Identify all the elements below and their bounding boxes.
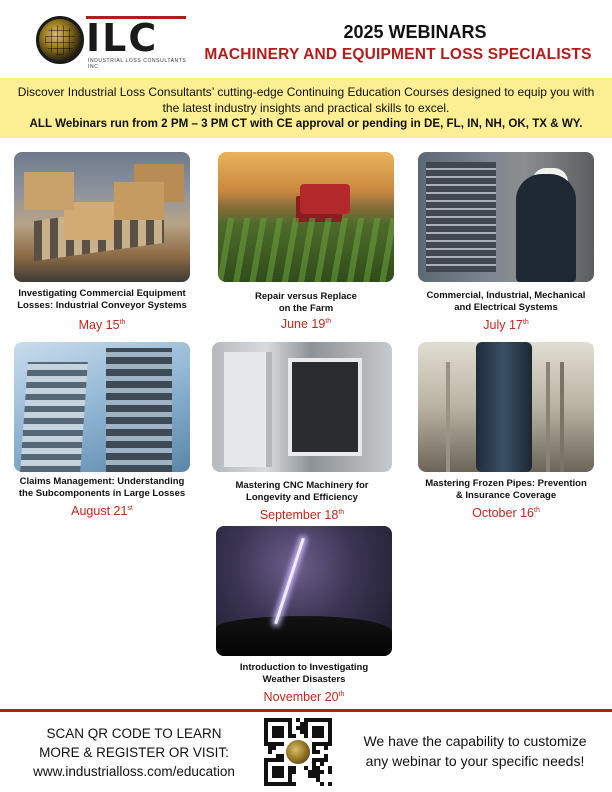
course-card[interactable]: [212, 342, 392, 522]
qr-module: [280, 758, 284, 762]
conveyor-warehouse-photo: [14, 152, 190, 282]
customize-note: [344, 731, 606, 771]
course-card[interactable]: [418, 342, 594, 520]
logo-text: ILC: [86, 16, 159, 60]
qr-module: [320, 734, 324, 738]
intro-banner: [0, 78, 612, 138]
course-date: August 21st: [71, 504, 133, 518]
qr-module: [280, 734, 284, 738]
course-title: Mastering Frozen Pipes: Prevention & Insurance Coverage: [425, 478, 587, 501]
logo-subtext: INDUSTRIAL LOSS CONSULTANTS INC: [88, 58, 187, 70]
qr-module: [316, 750, 320, 754]
scan-qr-instructions: [14, 724, 254, 781]
qr-module: [328, 770, 332, 774]
qr-module: [320, 770, 324, 774]
page-header: [0, 0, 612, 78]
course-title: Commercial, Industrial, Mechanical and Electrical Systems: [426, 290, 586, 313]
website-link[interactable]: www.industrialloss.com/education: [33, 764, 235, 779]
course-title: Claims Management: Understanding the Subcomponents in Large Losses: [18, 476, 186, 499]
course-card[interactable]: [14, 152, 190, 332]
qr-module: [324, 746, 328, 750]
qr-module: [328, 782, 332, 786]
qr-module: [268, 750, 272, 754]
qr-module: [320, 762, 324, 766]
customize-line-1: We have the capability to customize: [363, 733, 587, 749]
globe-logo-icon: [286, 740, 310, 764]
course-date: July 17th: [483, 318, 529, 332]
qr-module: [280, 742, 284, 746]
ilc-logo: [36, 14, 188, 70]
lightning-storm-photo: [216, 526, 392, 656]
electrical-panel-technician-photo: [418, 152, 594, 282]
banner-line-2: the latest industry insights and practical skills to excel.: [162, 101, 450, 115]
course-date: November 20th: [263, 690, 345, 704]
course-title: Mastering CNC Machinery for Longevity and Efficiency: [235, 480, 369, 503]
globe-logo-icon: [36, 16, 84, 64]
footer-divider: [0, 709, 612, 712]
banner-schedule-line: ALL Webinars run from 2 PM – 3 PM CT with CE approval or pending in DE, FL, IN, NH, OK, TX & WY.: [29, 117, 583, 130]
course-card[interactable]: [14, 342, 190, 518]
course-date: October 16th: [472, 506, 540, 520]
course-card[interactable]: [216, 526, 392, 704]
qr-module: [328, 742, 332, 746]
qr-module: [272, 746, 276, 750]
scan-line-1: SCAN QR CODE TO LEARN: [46, 726, 222, 741]
course-card[interactable]: [218, 152, 394, 331]
tractor-field-photo: [218, 152, 394, 282]
qr-module: [292, 770, 296, 774]
course-title: Repair versus Replace on the Farm: [255, 291, 357, 314]
banner-line-1: Discover Industrial Loss Consultants’ cutting-edge Continuing Education Courses designed to equip you with: [17, 85, 595, 99]
course-date: September 18th: [259, 508, 345, 522]
page-title: 2025 WEBINARS: [343, 22, 487, 42]
qr-module: [324, 758, 328, 762]
qr-code[interactable]: [264, 718, 332, 786]
qr-module: [292, 734, 296, 738]
course-card[interactable]: [418, 152, 594, 332]
course-date: May 15th: [78, 318, 126, 332]
customize-line-2: any webinar to your specific needs!: [365, 753, 585, 769]
qr-module: [292, 782, 296, 786]
pipes-tank-photo: [418, 342, 594, 472]
course-title: Investigating Commercial Equipment Losses: Industrial Conveyor Systems: [17, 288, 187, 311]
qr-module: [304, 734, 308, 738]
building-construction-crane-photo: [14, 342, 190, 472]
page-subtitle: MACHINERY AND EQUIPMENT LOSS SPECIALISTS: [204, 46, 592, 63]
qr-module: [280, 774, 284, 778]
course-title: Introduction to Investigating Weather Disasters: [239, 662, 369, 685]
scan-line-2: MORE & REGISTER OR VISIT:: [39, 745, 229, 760]
qr-module: [320, 782, 324, 786]
course-date: June 19th: [280, 317, 332, 331]
cnc-machine-photo: [212, 342, 392, 472]
